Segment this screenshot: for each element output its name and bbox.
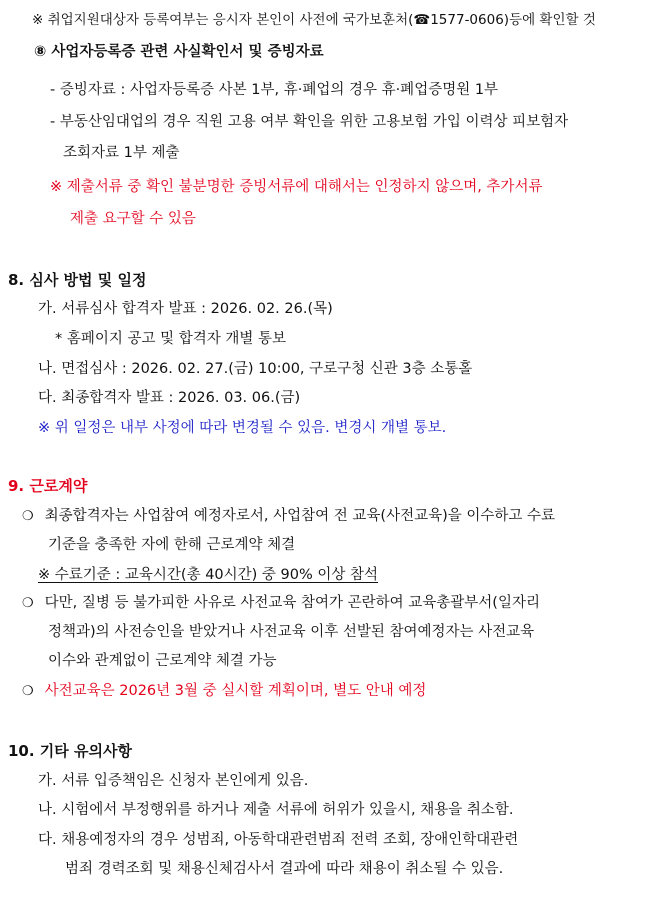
section9-p2-line-2: 정책과)의 사전승인을 받았거나 사전교육 이후 선발된 참여예정자는 사전교육 (48, 624, 535, 640)
section9-heading: 9. 근로계약 (8, 477, 88, 495)
section8-heading: 8. 심사 방법 및 일정 (8, 271, 147, 289)
bullet-icon: ❍ (22, 509, 34, 524)
section10-line-4: 범죄 경력조회 및 채용신체검사서 결과에 따라 채용이 취소될 수 있음. (65, 861, 504, 877)
section8-line-1: 가. 서류심사 합격자 발표 : 2026. 02. 26.(목) (38, 301, 333, 317)
section8-note: ※ 위 일정은 내부 사정에 따라 변경될 수 있음. 변경시 개별 통보. (38, 420, 447, 436)
section10-line-2: 나. 시험에서 부정행위를 하거나 제출 서류에 허위가 있을시, 채용을 취소함. (38, 802, 514, 818)
section8-line-2: * 홈페이지 공고 및 합격자 개별 통보 (55, 331, 287, 347)
section9-p1-line-2: 기준을 충족한 자에 한해 근로계약 체결 (48, 537, 296, 553)
section9-p2-line-1: ❍ 다만, 질병 등 불가피한 사유로 사전교육 참여가 곤란하여 교육총괄부서(일자리 (22, 593, 540, 614)
item8-warning-1: ※ 제출서류 중 확인 불분명한 증빙서류에 대해서는 인정하지 않으며, 추가서류 (50, 179, 543, 195)
section8-line-3: 나. 면접심사 : 2026. 02. 27.(금) 10:00, 구로구청 신관 3층 소통홀 (38, 361, 473, 377)
bullet-icon: ❍ (22, 596, 34, 611)
item8-title: ⑧ 사업자등록증 관련 사실확인서 및 증빙자료 (34, 44, 324, 60)
section9-p3: ❍ 사전교육은 2026년 3월 중 실시할 계획이며, 별도 안내 예정 (22, 681, 426, 702)
item8-line-3: 조회자료 1부 제출 (63, 145, 180, 161)
section10-line-3: 다. 채용예정자의 경우 성범죄, 아동학대관련범죄 전력 조회, 장애인학대관련 (38, 832, 519, 848)
bullet-icon: ❍ (22, 684, 34, 699)
completion-criteria: ※ 수료기준 : 교육시간(총 40시간) 중 90% 이상 참석 (38, 567, 379, 583)
section8-line-4: 다. 최종합격자 발표 : 2026. 03. 06.(금) (38, 390, 301, 406)
item8-line-2: - 부동산임대업의 경우 직원 고용 여부 확인을 위한 고용보험 가입 이력상 피보험자 (50, 114, 569, 130)
section9-p1-line-1: ❍ 최종합격자는 사업참여 예정자로서, 사업참여 전 교육(사전교육)을 이수하고 수료 (22, 506, 555, 527)
section9-p2-line-3: 이수와 관계없이 근로계약 체결 가능 (48, 653, 277, 669)
item8-warning-2: 제출 요구할 수 있음 (70, 211, 196, 227)
section10-heading: 10. 기타 유의사항 (8, 742, 132, 760)
eligibility-note: ※ 취업지원대상자 등록여부는 응시자 본인이 사전에 국가보훈처(☎1577-0606)등에 확인할 것 (32, 12, 596, 28)
section10-line-1: 가. 서류 입증책임은 신청자 본인에게 있음. (38, 773, 309, 789)
item8-line-1: - 증빙자료 : 사업자등록증 사본 1부, 휴·폐업의 경우 휴·폐업증명원 1부 (50, 82, 499, 98)
